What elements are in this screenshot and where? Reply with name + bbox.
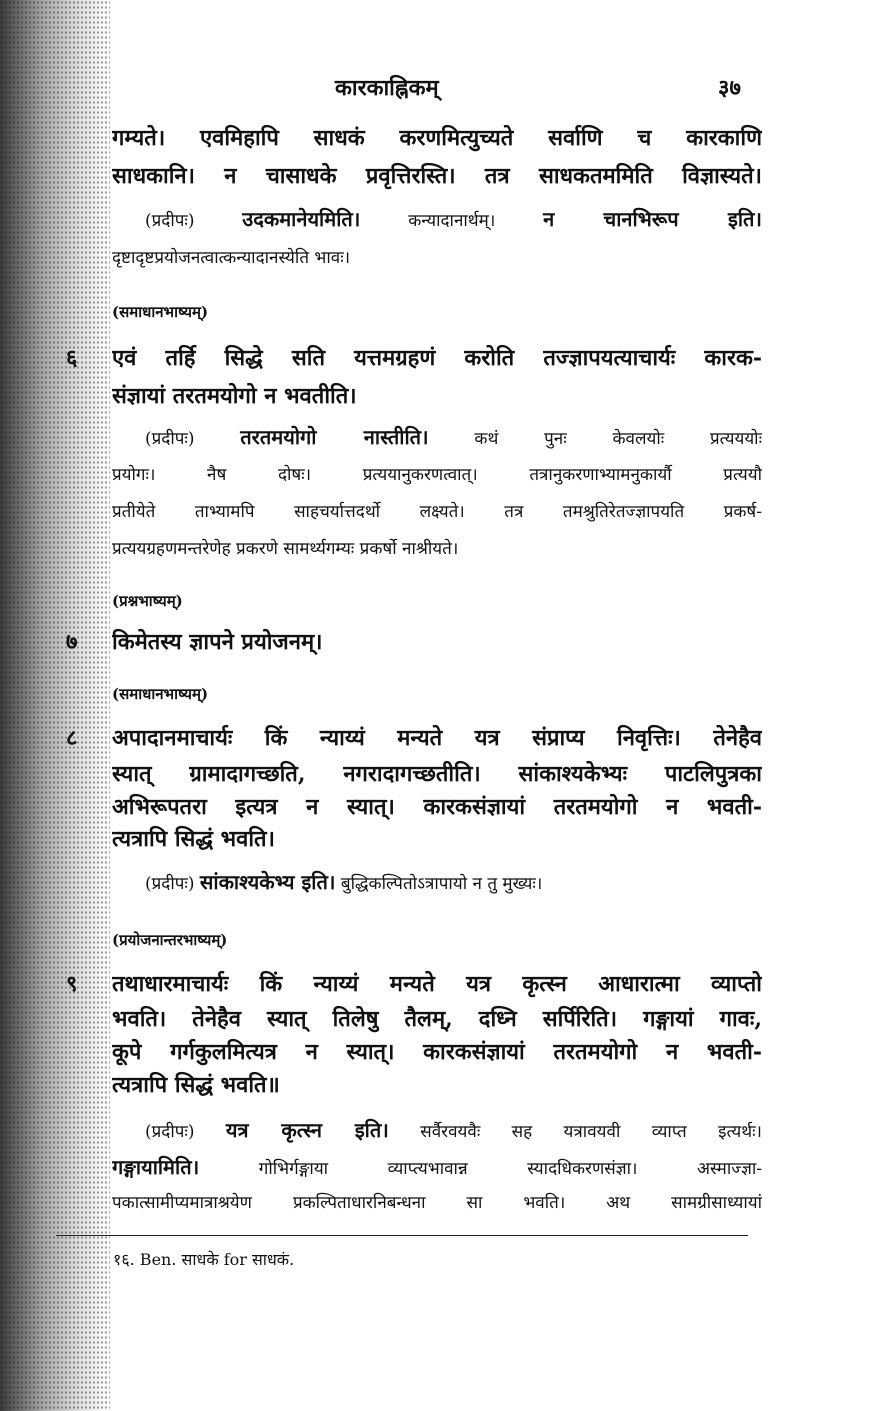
paragraph-number: ८ — [66, 725, 78, 751]
pradipa-text: सर्वैरवयवैः सह यत्रावयवी व्याप्त इत्यर्थः। — [420, 1122, 762, 1142]
pradipa-line — [145, 205, 762, 232]
paragraph-number: ९ — [66, 971, 78, 997]
text-line: त्यत्रापि सिद्धं भवति॥ — [112, 1072, 280, 1098]
pradipa-line: प्रतीयेते ताभ्यामपि साहचर्यात्तदर्थो लक्ष्यते। तत्र तमश्रुतिरेतज्ज्ञापयति प्रकर्ष- — [112, 502, 762, 522]
pradipa-quote: यत्र कृत्स्न इति। — [225, 1118, 389, 1142]
text-line: गम्यते। एवमिहापि साधकं करणमित्युच्यते सर्वाणि च कारकाणि — [112, 125, 762, 151]
text-line: भवति। तेनेहैव स्यात् तिलेषु तैलम्, दध्नि सर्पिरिति। गङ्गायां गावः, — [112, 1006, 762, 1032]
pradipa-line — [145, 423, 762, 450]
pradipa-label: (प्रदीपः) — [145, 429, 195, 449]
pradipa-quote: तरतमयोगो नास्तीति। — [240, 425, 429, 449]
pradipa-line: प्रयोगः। नैष दोषः। प्रत्ययानुकरणत्वात्। तत्रानुकरणाभ्यामनुकार्यौ प्रत्ययौ — [112, 465, 762, 485]
text-line: स्यात् ग्रामादागच्छति, नगरादागच्छतीति। सांकाश्यकेभ्यः पाटलिपुत्रका — [112, 761, 762, 787]
pradipa-label: (प्रदीपः) — [145, 874, 195, 894]
pradipa-line: पकात्सामीप्यमात्राश्रयेण प्रकल्पिताधारनिबन्धना सा भवति। अथ सामग्रीसाध्यायां — [112, 1193, 762, 1213]
pradipa-label: (प्रदीपः) — [145, 1122, 195, 1142]
text-line: त्यत्रापि सिद्धं भवति। — [112, 826, 275, 852]
paragraph-number: ७ — [66, 629, 78, 655]
footnote-divider — [56, 1235, 748, 1236]
section-heading: (प्रयोजनान्तरभाष्यम्) — [112, 931, 228, 949]
text-line: संज्ञायां तरतमयोगो न भवतीति। — [112, 383, 357, 409]
page-number: ३७ — [718, 75, 741, 101]
pradipa-line — [145, 1116, 762, 1143]
text-line: तथाधारमाचार्यः किं न्याय्यं मन्यते यत्र कृत्स्न आधारात्मा व्याप्तो — [112, 971, 762, 997]
pradipa-text: कथं पुनः केवलयोः प्रत्यययोः — [474, 429, 762, 449]
pradipa-text: कन्यादानार्थम्। — [408, 211, 496, 231]
text-line: साधकानि। न चासाधके प्रवृत्तिरस्ति। तत्र साधकतममिति विज्ञास्यते। — [112, 163, 762, 189]
text-line: किमेतस्य ज्ञापने प्रयोजनम्। — [112, 629, 323, 655]
paragraph-number: ६ — [66, 345, 78, 371]
pradipa-quote: उदकमानेयमिति। — [242, 207, 361, 231]
text-line: अपादानमाचार्यः किं न्याय्यं मन्यते यत्र संप्राप्य निवृत्तिः। तेनेहैव — [112, 725, 762, 751]
text-line: एवं तर्हि सिद्धे सति यत्तमग्रहणं करोति तज्ज्ञापयत्याचार्यः कारक- — [112, 345, 762, 371]
text-line: अभिरूपतरा इत्यत्र न स्यात्। कारकसंज्ञायां तरतमयोगो न भवती- — [112, 794, 762, 820]
section-heading: (समाधानभाष्यम्) — [112, 685, 209, 703]
pradipa-quote: सांकाश्यकेभ्य इति। — [199, 870, 336, 894]
pradipa-line: दृष्टादृष्टप्रयोजनत्वात्कन्यादानस्येति भावः। — [112, 248, 351, 268]
pradipa-text: बुद्धिकल्पितोऽत्रापायो न तु मुख्यः। — [340, 874, 543, 894]
pradipa-label: (प्रदीपः) — [145, 211, 195, 231]
running-header-title: कारकाह्निकम् — [335, 75, 439, 101]
page-binding-edge — [0, 0, 110, 1411]
footnote: १६. Ben. साधके for साधकं. — [113, 1250, 295, 1269]
pradipa-quote: न चानभिरूप इति। — [543, 207, 762, 231]
section-heading: (प्रश्नभाष्यम्) — [112, 592, 183, 610]
pradipa-line: प्रत्ययग्रहणमन्तरेणेह प्रकरणे सामर्थ्यगम्यः प्रकर्षो नाश्रीयते। — [112, 539, 459, 559]
pradipa-quote: गङ्गायामिति। — [112, 1155, 200, 1179]
section-heading: (समाधानभाष्यम्) — [112, 303, 209, 321]
pradipa-line — [112, 1153, 762, 1180]
pradipa-line — [145, 868, 762, 895]
text-line: कूपे गर्गकुलमित्यत्र न स्यात्। कारकसंज्ञायां तरतमयोगो न भवती- — [112, 1039, 762, 1065]
pradipa-text: गोभिर्गङ्गाया व्याप्त्यभावान्न स्यादधिकरणसंज्ञा। अस्माज्ज्ञा- — [258, 1159, 762, 1179]
